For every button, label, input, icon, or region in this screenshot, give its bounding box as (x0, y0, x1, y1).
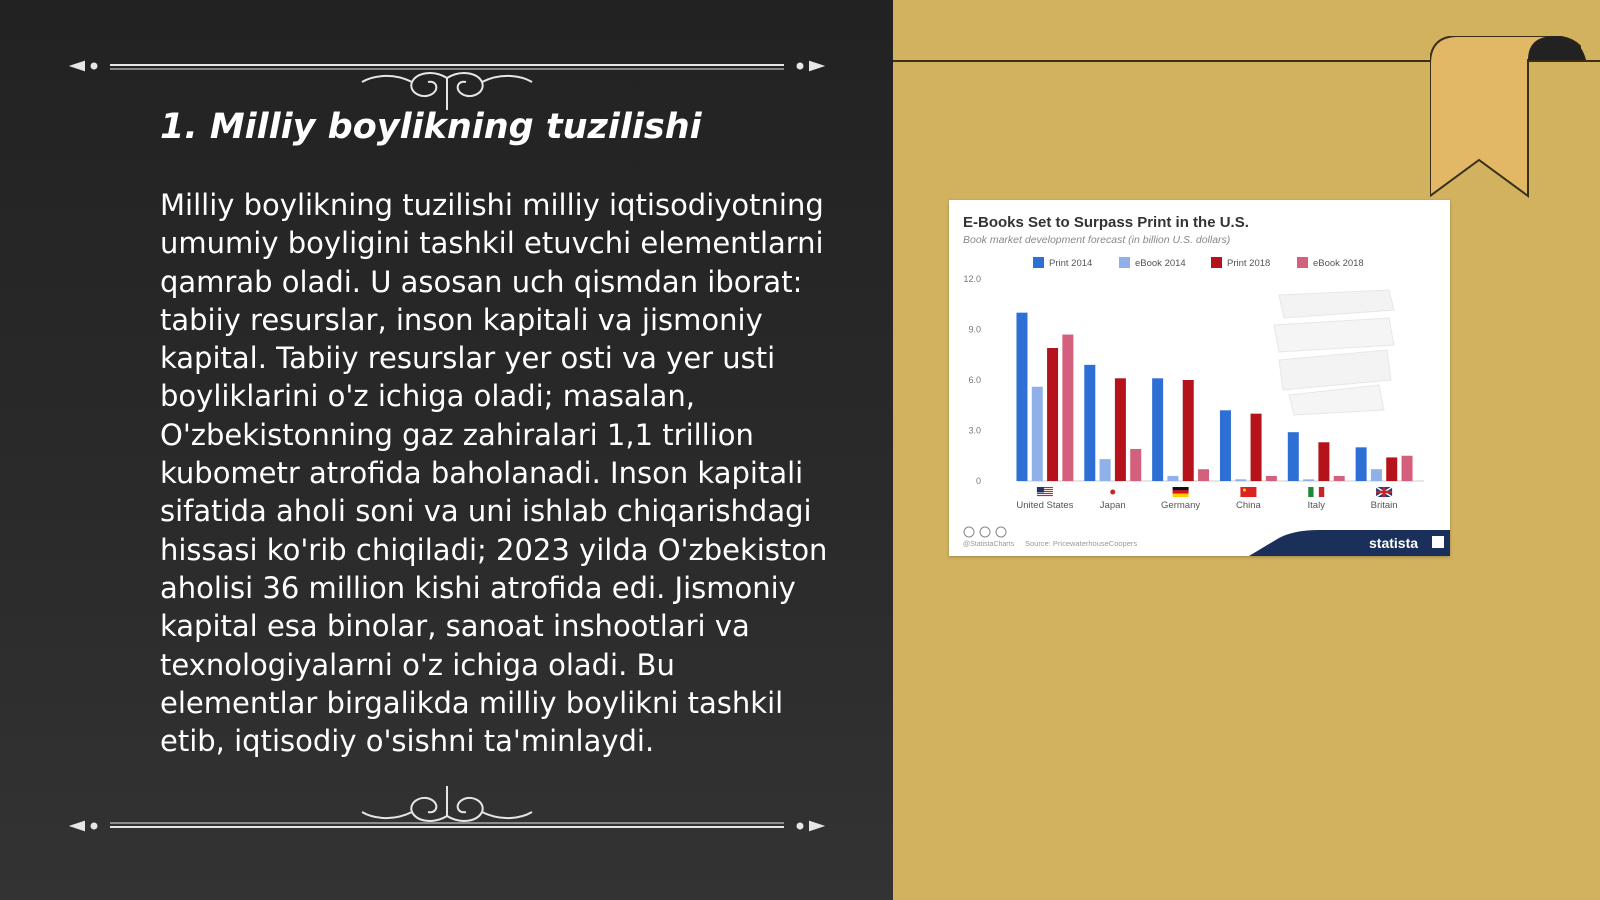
y-tick-label: 6.0 (968, 375, 981, 385)
legend-label-2: Print 2018 (1227, 258, 1271, 269)
y-tick-label: 9.0 (968, 324, 981, 335)
chart-subtitle: Book market development forecast (in billion U.S. dollars) (963, 234, 1231, 246)
legend-swatch-1 (1119, 257, 1130, 268)
legend-label-1: eBook 2014 (1135, 258, 1186, 269)
china-flag-icon (1240, 487, 1256, 497)
statista-banner (1249, 530, 1450, 556)
chart-footer (963, 527, 1450, 556)
cc-license-icon (964, 527, 974, 537)
bar-united-states-2 (1047, 348, 1058, 481)
y-tick-label: 0 (975, 476, 981, 486)
germany-flag-icon (1173, 487, 1189, 497)
bar-italy-0 (1288, 432, 1299, 481)
bar-japan-2 (1115, 378, 1126, 481)
nd-license-icon (996, 527, 1006, 537)
legend-swatch-2 (1211, 257, 1222, 268)
bar-germany-3 (1198, 469, 1209, 481)
bar-britain-1 (1371, 469, 1382, 481)
chart-x-axis (1016, 487, 1397, 511)
bookmark-ribbon-icon (1430, 36, 1590, 202)
ebook-bar-chart (949, 200, 1450, 556)
statista-logo-icon (1432, 536, 1444, 548)
bar-italy-3 (1334, 476, 1345, 481)
legend-label-0: Print 2014 (1049, 258, 1093, 269)
x-category-label: United States (1016, 500, 1074, 511)
chart-credit: @StatistaCharts (963, 541, 1015, 548)
bar-united-states-0 (1016, 313, 1027, 481)
x-category-label: China (1236, 500, 1261, 511)
x-category-label: Japan (1099, 500, 1126, 511)
legend-label-3: eBook 2018 (1313, 258, 1364, 269)
japan-flag-icon (1110, 490, 1115, 495)
bar-britain-2 (1386, 457, 1397, 481)
bar-germany-2 (1183, 380, 1194, 481)
bar-britain-3 (1402, 456, 1413, 481)
bar-britain-0 (1356, 447, 1367, 481)
bar-japan-1 (1100, 459, 1111, 481)
slide-title: 1. Milliy boylikning tuzilishi (160, 107, 702, 147)
y-tick-label: 12.0 (963, 274, 981, 284)
x-category-label: Italy (1307, 500, 1325, 511)
books-watermark-icon (1274, 290, 1394, 415)
slide-body-text: Milliy boylikning tuzilishi milliy iqtisodiyotning umumiy boyligini tashkil etuvchi elementlarni qamrab oladi. U asosan uch qismdan iborat: tabiiy resurslar, inson kapitali va jismoniy kapital. Tabiiy resurslar yer osti va yer usti boyliklarini o'z ichiga oladi; masalan, O'zbekistonning gaz zahiralari 1,1 trillion kubometr atrofida baholanadi. Inson kapitali sifatida aholi soni va uni ishlab chiqarishdagi hissasi ko'rib chiqiladi; 2023 yilda O'zbekiston aholisi 36 million kishi atrofida edi. Jismoniy kapital esa binolar, sanoat inshootlari va texnologiyalarni o'z ichiga oladi. Bu elementlar birgalikda milliy boylikni tashkil etib, iqtisodiy o'sishni ta'minlaydi. (160, 188, 828, 759)
x-category-label: Britain (1370, 500, 1398, 511)
chart-title: E-Books Set to Surpass Print in the U.S. (963, 214, 1249, 231)
bar-china-2 (1251, 414, 1262, 481)
y-tick-label: 3.0 (968, 425, 981, 436)
bottom-ornament-divider (62, 786, 832, 856)
britain-flag-icon (1376, 487, 1392, 497)
bar-china-3 (1266, 476, 1277, 481)
us-flag-icon (1037, 487, 1053, 497)
chart-source: Source: PricewaterhouseCoopers (1025, 539, 1138, 548)
by-license-icon (980, 527, 990, 537)
bar-japan-3 (1130, 449, 1141, 481)
bar-china-1 (1235, 479, 1246, 481)
legend-swatch-0 (1033, 257, 1044, 268)
bar-united-states-3 (1062, 335, 1073, 481)
chart-legend (1033, 257, 1364, 269)
bar-italy-1 (1303, 479, 1314, 481)
ebook-chart-image (949, 200, 1450, 556)
x-category-label: Germany (1161, 500, 1201, 511)
statista-logo: statista (1369, 535, 1419, 551)
italy-flag-icon (1308, 487, 1324, 497)
bar-japan-0 (1084, 365, 1095, 481)
bar-germany-1 (1167, 476, 1178, 481)
top-ornament-divider (62, 42, 832, 112)
bar-china-0 (1220, 410, 1231, 481)
bar-germany-0 (1152, 378, 1163, 481)
bar-united-states-1 (1032, 387, 1043, 481)
bar-italy-2 (1318, 442, 1329, 481)
legend-swatch-3 (1297, 257, 1308, 268)
